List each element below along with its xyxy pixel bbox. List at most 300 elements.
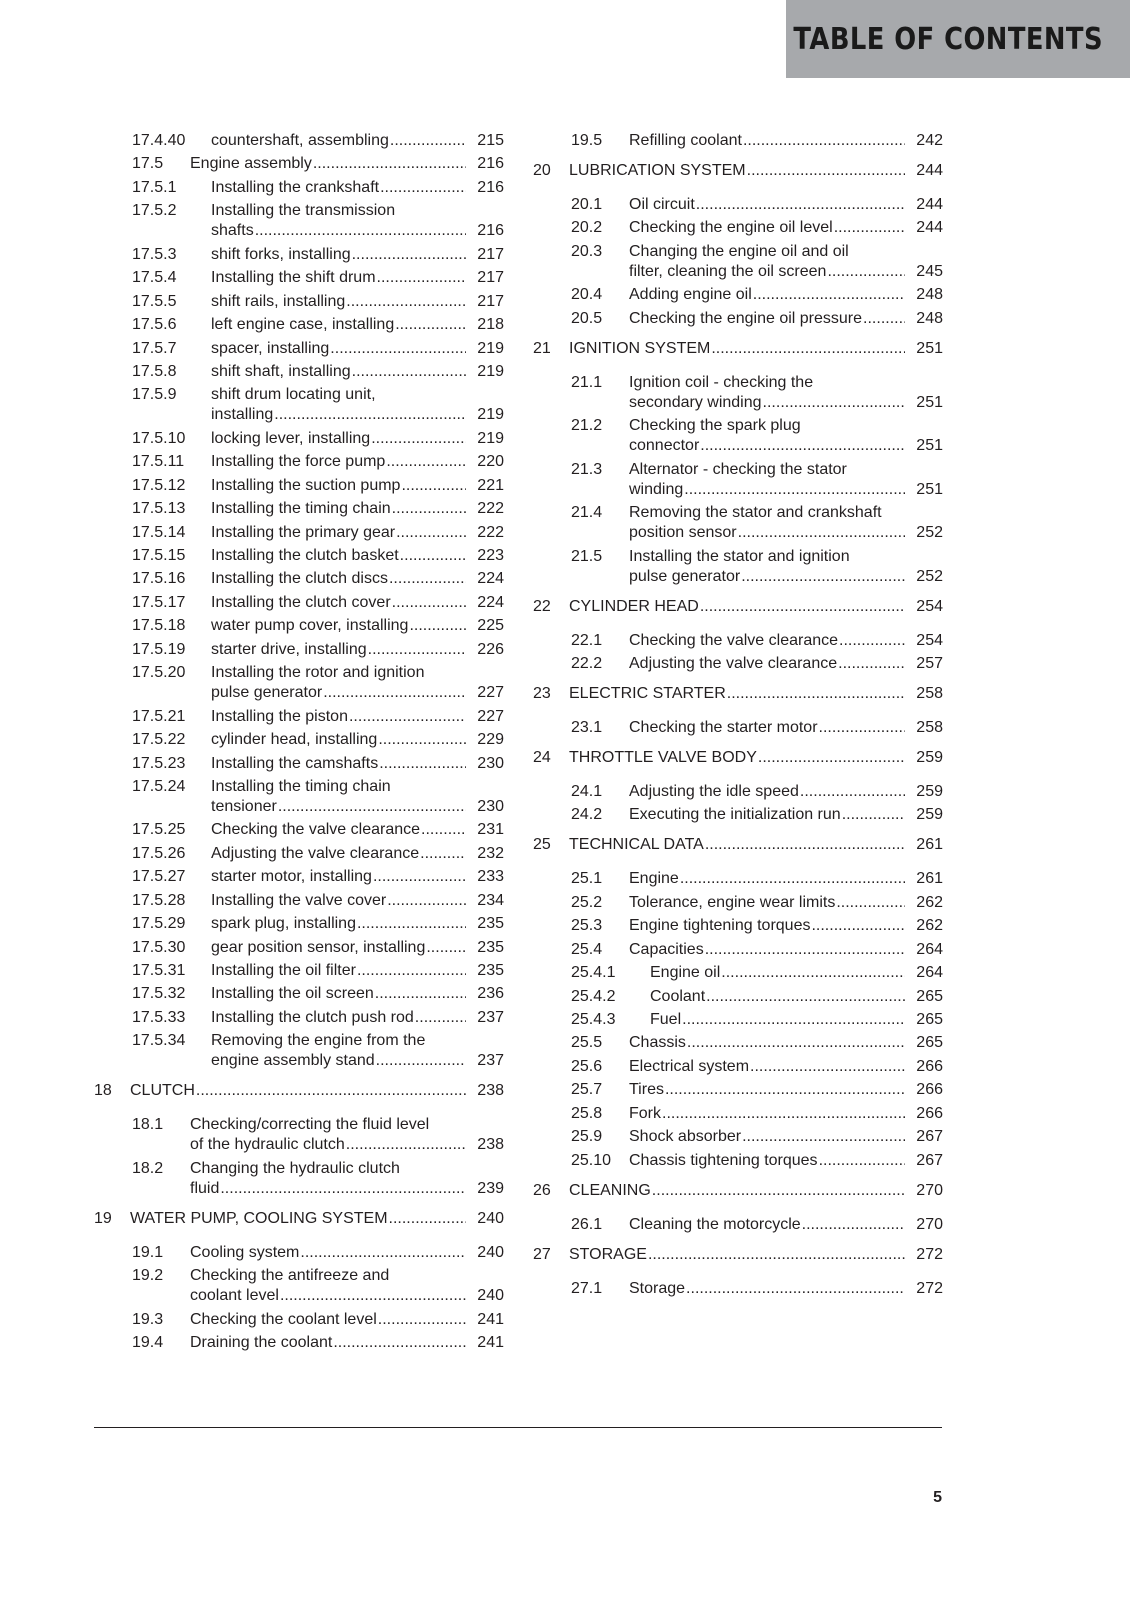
- toc-entry-number: 17.5.30: [132, 938, 186, 956]
- toc-entry[interactable]: [94, 820, 504, 840]
- toc-entry-title: Installing the timing chain: [211, 500, 391, 518]
- toc-entry[interactable]: [533, 1151, 943, 1171]
- toc-entry[interactable]: [533, 1057, 943, 1077]
- dot-leader: [686, 1279, 905, 1299]
- page-number: 5: [933, 1489, 942, 1506]
- toc-entry-number: 27.1: [571, 1279, 603, 1297]
- toc-entry[interactable]: [94, 844, 504, 864]
- toc-entry-number: 17.5.7: [132, 339, 177, 357]
- toc-chapter-entry[interactable]: [533, 339, 943, 359]
- toc-entry-title: cylinder head, installing: [211, 731, 378, 749]
- toc-entry[interactable]: [533, 940, 943, 960]
- toc-entry[interactable]: [94, 245, 504, 265]
- toc-chapter-entry[interactable]: [533, 1245, 943, 1265]
- toc-entry[interactable]: [94, 730, 504, 750]
- toc-entry-number: 19: [94, 1209, 112, 1227]
- dot-leader: [333, 1333, 466, 1353]
- toc-entry-number: 22.2: [571, 654, 603, 672]
- toc-entry-page: 217: [477, 269, 504, 287]
- toc-entry-page: 216: [477, 178, 504, 196]
- toc-chapter-entry[interactable]: [94, 1209, 504, 1229]
- toc-entry-number: 19.1: [132, 1243, 164, 1261]
- toc-entry-title: spacer, installing: [211, 339, 330, 357]
- toc-entry[interactable]: [94, 1266, 504, 1306]
- toc-entry[interactable]: [94, 1243, 504, 1263]
- toc-entry-number: 19.3: [132, 1310, 164, 1328]
- toc-entry-page: 238: [477, 1082, 504, 1100]
- toc-entry[interactable]: [533, 893, 943, 913]
- toc-entry[interactable]: [94, 961, 504, 981]
- toc-entry-title: Adjusting the idle speed: [629, 782, 799, 800]
- toc-entry-number: 25.1: [571, 870, 603, 888]
- toc-entry-page: 244: [916, 219, 943, 237]
- toc-entry[interactable]: [533, 1033, 943, 1053]
- toc-entry-page: 238: [477, 1136, 504, 1154]
- toc-entry-page: 216: [477, 155, 504, 173]
- dot-leader: [392, 593, 466, 613]
- toc-entry-number: 17.5: [132, 155, 164, 173]
- dot-leader: [313, 154, 466, 174]
- toc-entry-title: Refilling coolant: [629, 132, 742, 149]
- toc-entry-page: 244: [916, 196, 943, 213]
- toc-entry-title: secondary winding: [629, 393, 762, 411]
- toc-entry-page: 270: [916, 1215, 943, 1233]
- dot-leader: [711, 339, 905, 359]
- toc-entry-page: 235: [477, 915, 504, 933]
- toc-entry[interactable]: [533, 503, 943, 543]
- toc-entry-page: 259: [916, 806, 943, 824]
- toc-entry-page: 218: [477, 316, 504, 334]
- dot-leader: [700, 436, 905, 456]
- toc-entry-page: 252: [916, 567, 943, 585]
- toc-entry-page: 230: [477, 754, 504, 772]
- dot-leader: [819, 1151, 905, 1171]
- toc-entry-title: Cleaning the motorcycle: [629, 1215, 801, 1233]
- toc-entry[interactable]: [94, 362, 504, 382]
- dot-leader: [357, 961, 466, 981]
- dot-leader: [392, 499, 466, 519]
- dot-leader: [420, 844, 466, 864]
- toc-entry-number: 20: [533, 162, 551, 179]
- dot-leader: [377, 268, 466, 288]
- toc-entry-title: WATER PUMP, COOLING SYSTEM: [130, 1209, 388, 1227]
- toc-entry[interactable]: [533, 805, 943, 825]
- toc-entry-title: Installing the piston: [211, 707, 348, 725]
- toc-entry-page: 219: [477, 429, 504, 447]
- toc-entry[interactable]: [533, 718, 943, 738]
- dot-leader: [415, 1008, 466, 1028]
- toc-entry-page: 219: [477, 339, 504, 357]
- toc-entry-title: Installing the clutch discs: [211, 570, 388, 588]
- dot-leader: [721, 963, 905, 983]
- toc-chapter-entry[interactable]: [533, 161, 943, 181]
- toc-entry-number: 24: [533, 748, 551, 766]
- toc-entry-title: installing: [211, 406, 274, 424]
- toc-entry[interactable]: [94, 984, 504, 1004]
- toc-entry[interactable]: [533, 1104, 943, 1124]
- toc-entry-page: 265: [916, 1034, 943, 1052]
- toc-entry-number: 22.1: [571, 631, 603, 649]
- toc-entry[interactable]: [94, 616, 504, 636]
- toc-entry-number: 25.5: [571, 1034, 603, 1052]
- toc-entry[interactable]: [533, 1080, 943, 1100]
- dot-leader: [682, 1010, 905, 1030]
- toc-entry-page: 241: [477, 1334, 504, 1352]
- dot-leader: [811, 916, 905, 936]
- dot-leader: [742, 1127, 905, 1147]
- toc-entry-number: 17.5.19: [132, 640, 186, 658]
- toc-entry-number: 17.5.26: [132, 844, 186, 862]
- toc-entry[interactable]: [533, 1279, 943, 1299]
- dot-leader: [662, 1104, 905, 1124]
- dot-leader: [274, 405, 466, 425]
- toc-entry-title: pulse generator: [629, 567, 741, 585]
- toc-entry-number: 17.5.2: [132, 202, 177, 220]
- toc-entry-page: 257: [916, 654, 943, 672]
- toc-entry[interactable]: [94, 315, 504, 335]
- toc-entry-number: 25.3: [571, 917, 603, 935]
- dot-leader: [400, 546, 466, 566]
- toc-entry-page: 234: [477, 891, 504, 909]
- toc-entry-title: Coolant: [650, 987, 706, 1005]
- toc-entry[interactable]: [94, 938, 504, 958]
- toc-entry-page: 217: [477, 292, 504, 310]
- toc-entry-page: 264: [916, 940, 943, 958]
- toc-entry-title: Engine tightening torques: [629, 917, 811, 935]
- toc-entry[interactable]: [94, 268, 504, 288]
- toc-chapter-entry[interactable]: [533, 835, 943, 855]
- toc-entry-title: shift shaft, installing: [211, 362, 351, 380]
- dot-leader: [278, 797, 466, 817]
- toc-entry-number: 17.5.24: [132, 777, 186, 795]
- dot-leader: [196, 1081, 466, 1101]
- toc-entry-number: 17.5.6: [132, 316, 177, 334]
- toc-entry[interactable]: [94, 429, 504, 449]
- toc-entry[interactable]: [94, 663, 504, 703]
- toc-entry[interactable]: [533, 195, 943, 215]
- dot-leader: [758, 748, 905, 768]
- toc-entry-number: 25.9: [571, 1128, 603, 1146]
- toc-entry-number: 17.5.12: [132, 476, 186, 494]
- toc-entry[interactable]: [533, 1010, 943, 1030]
- toc-entry-title: left engine case, installing: [211, 316, 395, 334]
- toc-entry-page: 230: [477, 797, 504, 815]
- toc-entry-title: Oil circuit: [629, 196, 695, 213]
- toc-chapter-entry[interactable]: [94, 1081, 504, 1101]
- toc-entry[interactable]: [94, 1159, 504, 1199]
- toc-entry-number: 17.5.11: [132, 453, 185, 471]
- dot-leader: [346, 292, 466, 312]
- dot-leader: [323, 683, 466, 703]
- toc-entry[interactable]: [94, 154, 504, 174]
- toc-entry-number: 21.5: [571, 547, 603, 565]
- toc-entry-title: spark plug, installing: [211, 915, 356, 933]
- toc-column-right: [533, 131, 943, 1302]
- dot-leader: [700, 597, 905, 617]
- toc-entry-title: Chassis: [629, 1034, 686, 1052]
- toc-entry-title: Adding engine oil: [629, 286, 752, 304]
- toc-entry-title: Adjusting the valve clearance: [629, 654, 838, 672]
- toc-entry-number: 25.10: [571, 1151, 612, 1169]
- toc-entry-title: winding: [629, 480, 684, 498]
- dot-leader: [705, 835, 905, 855]
- toc-entry-title: Checking the spark plug: [629, 417, 801, 435]
- toc-entry[interactable]: [533, 131, 943, 151]
- toc-entry[interactable]: [94, 452, 504, 472]
- toc-entry[interactable]: [94, 385, 504, 425]
- toc-entry-page: 236: [477, 985, 504, 1003]
- toc-entry[interactable]: [533, 987, 943, 1007]
- toc-entry-title: Installing the clutch cover: [211, 593, 391, 611]
- toc-chapter-entry[interactable]: [533, 748, 943, 768]
- toc-entry-title: Installing the stator and ignition: [629, 547, 850, 565]
- toc-entry-page: 251: [916, 393, 943, 411]
- toc-entry-page: 237: [477, 1052, 504, 1070]
- toc-entry[interactable]: [94, 1008, 504, 1028]
- toc-entry-page: 266: [916, 1104, 943, 1122]
- dot-leader: [396, 523, 466, 543]
- toc-entry[interactable]: [94, 891, 504, 911]
- toc-entry[interactable]: [94, 131, 504, 151]
- toc-entry-number: 18.1: [132, 1116, 164, 1134]
- toc-entry-page: 266: [916, 1081, 943, 1099]
- toc-entry-number: 17.5.5: [132, 292, 177, 310]
- toc-entry-title: Changing the engine oil and oil: [629, 242, 849, 260]
- toc-entry-page: 261: [916, 836, 943, 854]
- toc-entry-title: locking lever, installing: [211, 429, 371, 447]
- toc-entry-page: 252: [916, 524, 943, 542]
- dot-leader: [684, 480, 905, 500]
- dot-leader: [836, 893, 905, 913]
- toc-entry-number: 17.5.14: [132, 523, 186, 541]
- toc-entry-title: Checking the valve clearance: [629, 631, 839, 649]
- toc-entry-page: 248: [916, 309, 943, 327]
- toc-entry-title: Tires: [629, 1081, 664, 1099]
- toc-entry[interactable]: [533, 654, 943, 674]
- toc-entry-page: 267: [916, 1151, 943, 1169]
- toc-entry[interactable]: [94, 339, 504, 359]
- toc-entry[interactable]: [94, 867, 504, 887]
- toc-entry-page: 227: [477, 684, 504, 702]
- dot-leader: [763, 393, 905, 413]
- toc-entry[interactable]: [94, 914, 504, 934]
- toc-entry-title: connector: [629, 437, 700, 455]
- toc-entry-title: coolant level: [190, 1287, 279, 1305]
- dot-leader: [401, 476, 466, 496]
- toc-entry-title: Engine: [629, 870, 679, 888]
- dot-leader: [863, 309, 905, 329]
- dot-leader: [389, 569, 466, 589]
- toc-entry[interactable]: [94, 499, 504, 519]
- toc-entry-number: 17.5.18: [132, 617, 186, 635]
- toc-entry[interactable]: [533, 309, 943, 329]
- toc-entry-page: 231: [477, 821, 504, 839]
- toc-entry[interactable]: [94, 707, 504, 727]
- toc-entry-title: shift drum locating unit,: [211, 386, 376, 404]
- dot-leader: [680, 869, 905, 889]
- toc-entry-page: 229: [477, 731, 504, 749]
- toc-entry[interactable]: [94, 178, 504, 198]
- toc-chapter-entry[interactable]: [533, 597, 943, 617]
- toc-entry[interactable]: [94, 292, 504, 312]
- toc-entry-page: 219: [477, 406, 504, 424]
- toc-entry-page: 232: [477, 844, 504, 862]
- toc-entry[interactable]: [533, 460, 943, 500]
- toc-entry[interactable]: [533, 1215, 943, 1235]
- toc-entry-number: 17.5.10: [132, 429, 186, 447]
- toc-entry[interactable]: [94, 546, 504, 566]
- toc-entry[interactable]: [533, 218, 943, 238]
- toc-entry-page: 267: [916, 1128, 943, 1146]
- toc-entry-page: 259: [916, 748, 943, 766]
- dot-leader: [687, 1033, 905, 1053]
- toc-entry-number: 20.5: [571, 309, 603, 327]
- toc-entry-number: 25.4.3: [571, 1011, 616, 1028]
- toc-entry-number: 25: [533, 836, 551, 854]
- toc-entry-number: 17.5.15: [132, 547, 186, 564]
- toc-entry-number: 24.2: [571, 806, 603, 824]
- toc-entry-number: 25.4.1: [571, 964, 616, 982]
- toc-entry-title: engine assembly stand: [211, 1052, 375, 1070]
- dot-leader: [800, 782, 905, 802]
- dot-leader: [352, 245, 466, 265]
- toc-entry-number: 17.5.9: [132, 386, 177, 404]
- toc-entry-title: Installing the primary gear: [211, 523, 396, 541]
- toc-entry-page: 259: [916, 782, 943, 800]
- toc-entry[interactable]: [533, 963, 943, 983]
- dot-leader: [389, 1209, 466, 1229]
- toc-entry-title: Installing the camshafts: [211, 754, 379, 772]
- dot-leader: [652, 1181, 905, 1201]
- toc-entry-number: 21.4: [571, 504, 603, 522]
- toc-entry-page: 240: [477, 1209, 504, 1227]
- toc-chapter-entry[interactable]: [533, 684, 943, 704]
- toc-entry[interactable]: [533, 285, 943, 305]
- page-title: TABLE OF CONTENTS: [793, 22, 1103, 57]
- dot-leader: [375, 984, 466, 1004]
- toc-entry-title: of the hydraulic clutch: [190, 1136, 345, 1154]
- dot-leader: [819, 718, 905, 738]
- toc-entry[interactable]: [94, 640, 504, 660]
- toc-entry[interactable]: [94, 1310, 504, 1330]
- toc-entry-title: Installing the suction pump: [211, 476, 401, 494]
- dot-leader: [349, 707, 466, 727]
- toc-entry-page: 222: [477, 523, 504, 541]
- toc-entry[interactable]: [533, 547, 943, 587]
- toc-entry[interactable]: [533, 782, 943, 802]
- dot-leader: [255, 221, 466, 241]
- toc-entry[interactable]: [94, 201, 504, 241]
- toc-entry-number: 20.2: [571, 219, 603, 237]
- toc-entry[interactable]: [94, 593, 504, 613]
- toc-entry-number: 24.1: [571, 782, 603, 800]
- toc-entry-page: 262: [916, 917, 943, 935]
- toc-entry[interactable]: [94, 569, 504, 589]
- toc-entry-number: 21.3: [571, 460, 603, 478]
- dot-leader: [380, 178, 466, 198]
- toc-entry-number: 22: [533, 597, 551, 615]
- toc-entry-title: CLEANING: [569, 1181, 651, 1199]
- toc-entry-page: 266: [916, 1057, 943, 1075]
- dot-leader: [390, 131, 466, 151]
- toc-entry-number: 20.4: [571, 286, 603, 304]
- toc-entry-page: 265: [916, 987, 943, 1005]
- toc-entry[interactable]: [533, 916, 943, 936]
- toc-entry-number: 17.5.23: [132, 754, 186, 772]
- toc-entry[interactable]: [94, 476, 504, 496]
- toc-entry[interactable]: [533, 869, 943, 889]
- toc-entry-title: Engine oil: [650, 964, 721, 982]
- toc-entry[interactable]: [94, 1115, 504, 1155]
- toc-entry-title: gear position sensor, installing: [211, 938, 426, 956]
- dot-leader: [426, 938, 466, 958]
- dot-leader: [838, 654, 905, 674]
- dot-leader: [747, 161, 905, 181]
- toc-entry-page: 251: [916, 437, 943, 455]
- dot-leader: [357, 914, 466, 934]
- dot-leader: [839, 631, 905, 651]
- dot-leader: [368, 640, 466, 660]
- toc-entry[interactable]: [94, 523, 504, 543]
- toc-entry-title: Installing the oil screen: [211, 985, 374, 1003]
- toc-entry[interactable]: [533, 631, 943, 651]
- dot-leader: [220, 1179, 466, 1199]
- toc-entry-title: Ignition coil - checking the: [629, 373, 814, 391]
- toc-entry[interactable]: [94, 754, 504, 774]
- toc-entry-title: Storage: [629, 1279, 686, 1297]
- dot-leader: [706, 987, 905, 1007]
- toc-entry[interactable]: [533, 416, 943, 456]
- toc-entry-title: position sensor: [629, 524, 737, 542]
- toc-entry-title: shift rails, installing: [211, 292, 346, 310]
- toc-entry-number: 17.5.16: [132, 570, 186, 588]
- toc-entry-number: 18.2: [132, 1159, 164, 1177]
- toc-entry-title: Fork: [629, 1104, 661, 1122]
- toc-entry-number: 17.5.20: [132, 664, 186, 682]
- toc-entry-title: Alternator - checking the stator: [629, 460, 847, 478]
- toc-entry-title: Electrical system: [629, 1057, 750, 1075]
- toc-entry[interactable]: [533, 1127, 943, 1147]
- dot-leader: [727, 684, 905, 704]
- toc-entry-number: 21: [533, 339, 551, 357]
- toc-entry[interactable]: [533, 373, 943, 413]
- toc-entry-title: Checking the engine oil pressure: [629, 309, 863, 327]
- toc-entry[interactable]: [94, 777, 504, 817]
- toc-entry-title: Checking the engine oil level: [629, 219, 833, 237]
- toc-entry-number: 17.5.28: [132, 891, 186, 909]
- dot-leader: [378, 730, 466, 750]
- toc-entry-number: 26: [533, 1181, 551, 1199]
- toc-entry[interactable]: [94, 1333, 504, 1353]
- toc-entry-page: 240: [477, 1243, 504, 1261]
- toc-entry[interactable]: [94, 1031, 504, 1071]
- toc-entry[interactable]: [533, 242, 943, 282]
- toc-entry-title: Changing the hydraulic clutch: [190, 1159, 400, 1177]
- dot-leader: [409, 616, 466, 636]
- toc-entry-page: 242: [916, 132, 943, 149]
- dot-leader: [280, 1286, 466, 1306]
- toc-entry-page: 240: [477, 1287, 504, 1305]
- toc-chapter-entry[interactable]: [533, 1181, 943, 1201]
- dot-leader: [421, 820, 466, 840]
- toc-entry-title: Adjusting the valve clearance: [211, 844, 420, 862]
- toc-entry-title: tensioner: [211, 797, 277, 815]
- toc-entry-number: 25.6: [571, 1057, 603, 1075]
- toc-entry-number: 20.3: [571, 242, 603, 260]
- toc-entry-number: 18: [94, 1082, 112, 1100]
- toc-entry-title: CYLINDER HEAD: [569, 597, 699, 615]
- toc-entry-number: 17.5.22: [132, 731, 186, 749]
